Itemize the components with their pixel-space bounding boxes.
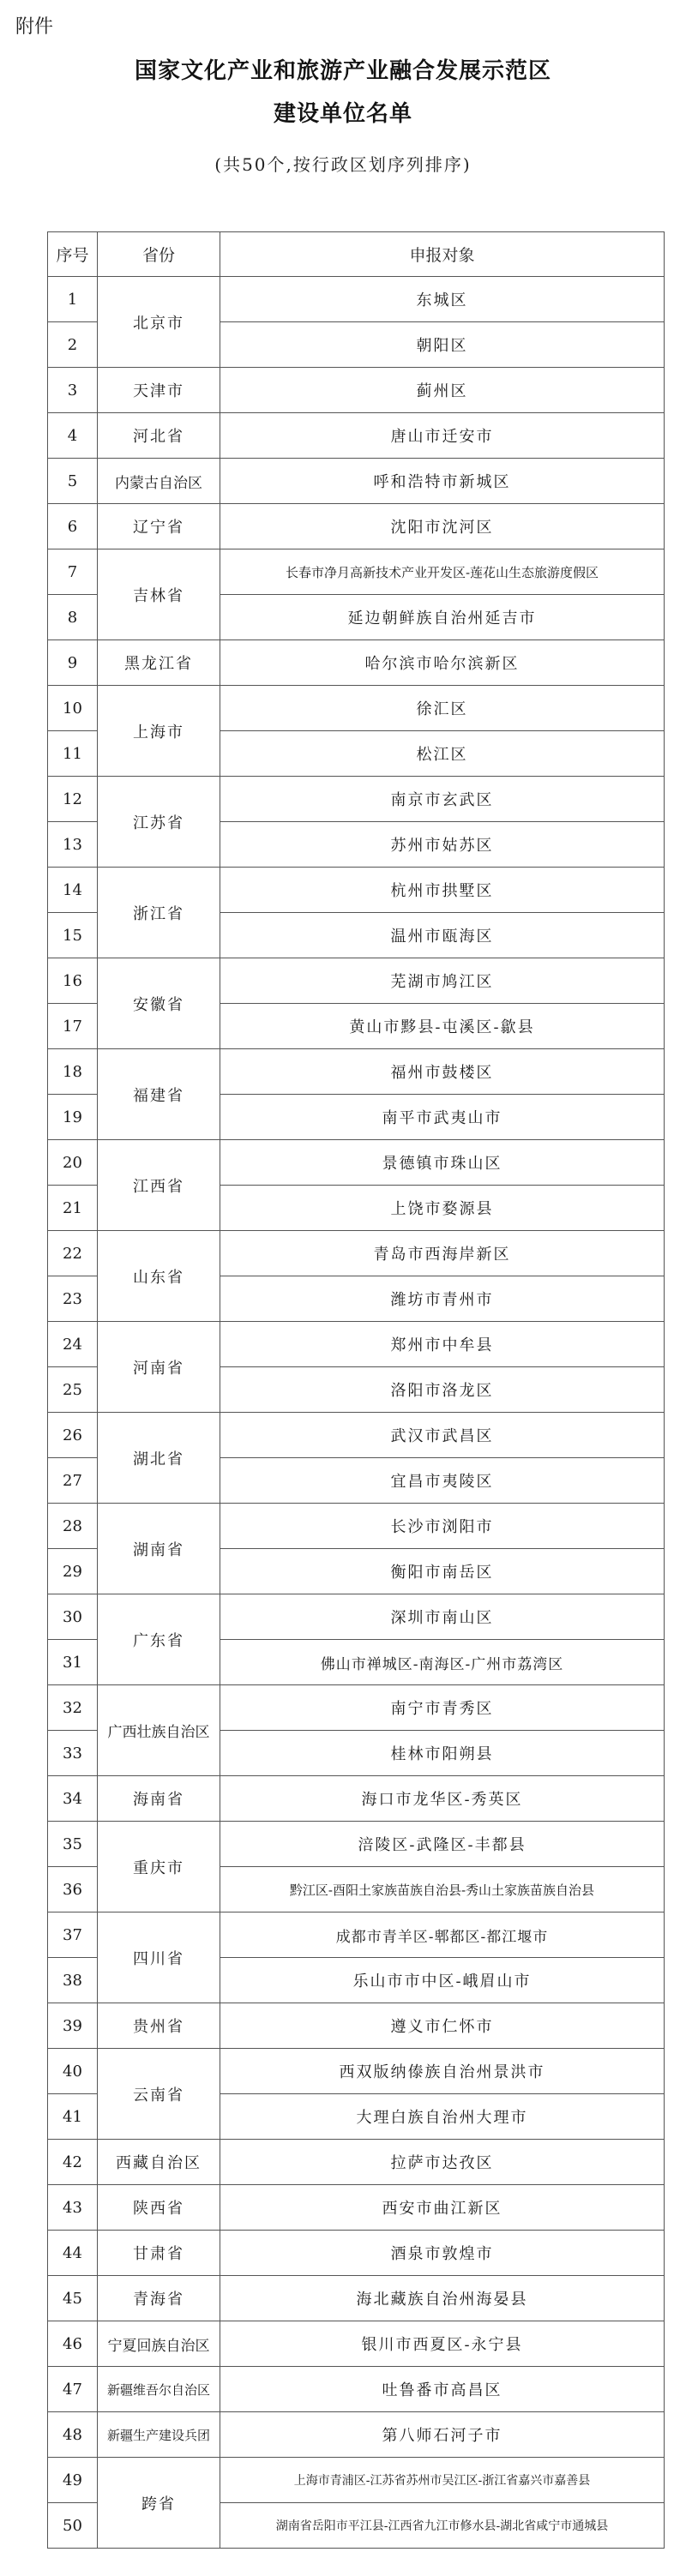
row-number: 10 (48, 686, 98, 731)
document-title-line2: 建设单位名单 (273, 101, 412, 127)
row-number: 15 (48, 913, 98, 958)
table-row (48, 1413, 665, 1458)
unit-cell: 海口市龙华区-秀英区 (220, 1776, 665, 1822)
province-cell: 宁夏回族自治区 (98, 2321, 220, 2367)
row-number: 44 (48, 2231, 98, 2276)
row-number: 25 (48, 1367, 98, 1413)
row-number: 13 (48, 822, 98, 868)
unit-list-table (47, 231, 665, 2549)
row-number: 14 (48, 868, 98, 913)
row-number: 34 (48, 1776, 98, 1822)
row-number: 32 (48, 1685, 98, 1731)
table-row (48, 413, 665, 459)
row-number: 35 (48, 1822, 98, 1867)
unit-cell: 深圳市南山区 (220, 1594, 665, 1640)
unit-cell: 松江区 (220, 731, 665, 777)
table-row (48, 2367, 665, 2412)
unit-cell: 乐山市市中区-峨眉山市 (220, 1958, 665, 2003)
province-cell: 新疆生产建设兵团 (98, 2412, 220, 2458)
row-number: 11 (48, 731, 98, 777)
row-number: 42 (48, 2140, 98, 2185)
row-number: 27 (48, 1458, 98, 1504)
row-number: 24 (48, 1322, 98, 1367)
row-number: 6 (48, 504, 98, 549)
table-row (48, 1504, 665, 1549)
unit-cell: 上饶市婺源县 (220, 1186, 665, 1231)
row-number: 38 (48, 1958, 98, 2003)
unit-cell: 上海市青浦区-江苏省苏州市吴江区-浙江省嘉兴市嘉善县 (220, 2458, 665, 2503)
table-row (48, 1594, 665, 1640)
province-cell: 青海省 (98, 2276, 220, 2321)
table-row (48, 2049, 665, 2094)
province-cell: 天津市 (98, 368, 220, 413)
table-row (48, 2412, 665, 2458)
column-header-province: 省份 (98, 232, 220, 277)
province-cell: 北京市 (98, 277, 220, 368)
table-header-row (48, 232, 665, 277)
unit-cell: 蓟州区 (220, 368, 665, 413)
row-number: 20 (48, 1140, 98, 1186)
unit-cell: 呼和浩特市新城区 (220, 459, 665, 504)
unit-cell: 景德镇市珠山区 (220, 1140, 665, 1186)
row-number: 2 (48, 322, 98, 368)
unit-cell: 长春市净月高新技术产业开发区-莲花山生态旅游度假区 (220, 549, 665, 595)
row-number: 17 (48, 1004, 98, 1049)
unit-cell: 黄山市黟县-屯溪区-歙县 (220, 1004, 665, 1049)
row-number: 33 (48, 1731, 98, 1776)
unit-cell: 桂林市阳朔县 (220, 1731, 665, 1776)
row-number: 3 (48, 368, 98, 413)
unit-cell: 朝阳区 (220, 322, 665, 368)
column-header-unit: 申报对象 (220, 232, 665, 277)
province-cell: 安徽省 (98, 958, 220, 1049)
row-number: 47 (48, 2367, 98, 2412)
province-cell: 河北省 (98, 413, 220, 459)
table-row (48, 2185, 665, 2231)
unit-cell: 海北藏族自治州海晏县 (220, 2276, 665, 2321)
row-number: 1 (48, 277, 98, 322)
row-number: 22 (48, 1231, 98, 1276)
unit-cell: 苏州市姑苏区 (220, 822, 665, 868)
table-row (48, 640, 665, 686)
unit-cell: 宜昌市夷陵区 (220, 1458, 665, 1504)
province-cell: 吉林省 (98, 549, 220, 640)
table-row (48, 2276, 665, 2321)
table-row (48, 1049, 665, 1095)
table-row (48, 2231, 665, 2276)
province-cell: 重庆市 (98, 1822, 220, 1912)
province-cell: 广东省 (98, 1594, 220, 1685)
province-cell: 福建省 (98, 1049, 220, 1140)
row-number: 43 (48, 2185, 98, 2231)
row-number: 9 (48, 640, 98, 686)
row-number: 30 (48, 1594, 98, 1640)
unit-cell: 温州市瓯海区 (220, 913, 665, 958)
table-row (48, 1685, 665, 1731)
row-number: 49 (48, 2458, 98, 2503)
unit-cell: 青岛市西海岸新区 (220, 1231, 665, 1276)
row-number: 19 (48, 1095, 98, 1140)
unit-cell: 南平市武夷山市 (220, 1095, 665, 1140)
row-number: 36 (48, 1867, 98, 1912)
table-row (48, 459, 665, 504)
province-cell: 西藏自治区 (98, 2140, 220, 2185)
row-number: 29 (48, 1549, 98, 1594)
unit-cell: 哈尔滨市哈尔滨新区 (220, 640, 665, 686)
row-number: 23 (48, 1276, 98, 1322)
unit-cell: 芜湖市鸠江区 (220, 958, 665, 1004)
province-cell: 海南省 (98, 1776, 220, 1822)
unit-cell: 拉萨市达孜区 (220, 2140, 665, 2185)
table-row (48, 958, 665, 1004)
table-row (48, 549, 665, 595)
unit-cell: 衡阳市南岳区 (220, 1549, 665, 1594)
row-number: 41 (48, 2094, 98, 2140)
province-cell: 四川省 (98, 1912, 220, 2003)
table-row (48, 504, 665, 549)
table-row (48, 2458, 665, 2503)
row-number: 12 (48, 777, 98, 822)
unit-cell: 东城区 (220, 277, 665, 322)
table-row (48, 1776, 665, 1822)
province-cell: 贵州省 (98, 2003, 220, 2049)
table-row (48, 1822, 665, 1867)
row-number: 46 (48, 2321, 98, 2367)
unit-cell: 杭州市拱墅区 (220, 868, 665, 913)
unit-cell: 黔江区-酉阳土家族苗族自治县-秀山土家族苗族自治县 (220, 1867, 665, 1912)
unit-cell: 武汉市武昌区 (220, 1413, 665, 1458)
table-row (48, 2003, 665, 2049)
table-row (48, 2321, 665, 2367)
unit-cell: 南宁市青秀区 (220, 1685, 665, 1731)
table-row (48, 1322, 665, 1367)
document-title: 国家文化产业和旅游产业融合发展示范区 (134, 58, 551, 84)
unit-cell: 唐山市迁安市 (220, 413, 665, 459)
table-row (48, 686, 665, 731)
row-number: 4 (48, 413, 98, 459)
row-number: 48 (48, 2412, 98, 2458)
province-cell: 黑龙江省 (98, 640, 220, 686)
row-number: 7 (48, 549, 98, 595)
unit-cell: 潍坊市青州市 (220, 1276, 665, 1322)
province-cell: 内蒙古自治区 (98, 459, 220, 504)
table-body (48, 277, 665, 2549)
province-cell: 河南省 (98, 1322, 220, 1413)
unit-cell: 湖南省岳阳市平江县-江西省九江市修水县-湖北省咸宁市通城县 (220, 2503, 665, 2549)
table-row (48, 868, 665, 913)
column-header-number: 序号 (48, 232, 98, 277)
row-number: 21 (48, 1186, 98, 1231)
unit-cell: 徐汇区 (220, 686, 665, 731)
unit-cell: 沈阳市沈河区 (220, 504, 665, 549)
row-number: 28 (48, 1504, 98, 1549)
province-cell: 云南省 (98, 2049, 220, 2140)
unit-cell: 郑州市中牟县 (220, 1322, 665, 1367)
row-number: 50 (48, 2503, 98, 2549)
province-cell: 广西壮族自治区 (98, 1685, 220, 1776)
province-cell: 江西省 (98, 1140, 220, 1231)
row-number: 31 (48, 1640, 98, 1685)
table-row (48, 277, 665, 322)
province-cell: 山东省 (98, 1231, 220, 1322)
unit-cell: 吐鲁番市高昌区 (220, 2367, 665, 2412)
unit-cell: 第八师石河子市 (220, 2412, 665, 2458)
unit-cell: 西安市曲江新区 (220, 2185, 665, 2231)
row-number: 26 (48, 1413, 98, 1458)
province-cell: 上海市 (98, 686, 220, 777)
table-row (48, 777, 665, 822)
unit-cell: 银川市西夏区-永宁县 (220, 2321, 665, 2367)
unit-cell: 佛山市禅城区-南海区-广州市荔湾区 (220, 1640, 665, 1685)
province-cell: 湖南省 (98, 1504, 220, 1594)
unit-cell: 遵义市仁怀市 (220, 2003, 665, 2049)
unit-cell: 洛阳市洛龙区 (220, 1367, 665, 1413)
row-number: 18 (48, 1049, 98, 1095)
unit-cell: 长沙市浏阳市 (220, 1504, 665, 1549)
unit-cell: 成都市青羊区-郫都区-都江堰市 (220, 1912, 665, 1958)
unit-cell: 西双版纳傣族自治州景洪市 (220, 2049, 665, 2094)
province-cell: 新疆维吾尔自治区 (98, 2367, 220, 2412)
row-number: 40 (48, 2049, 98, 2094)
province-cell: 陕西省 (98, 2185, 220, 2231)
row-number: 37 (48, 1912, 98, 1958)
row-number: 16 (48, 958, 98, 1004)
unit-cell: 涪陵区-武隆区-丰都县 (220, 1822, 665, 1867)
table-row (48, 368, 665, 413)
row-number: 45 (48, 2276, 98, 2321)
row-number: 5 (48, 459, 98, 504)
province-cell: 江苏省 (98, 777, 220, 868)
unit-cell: 大理白族自治州大理市 (220, 2094, 665, 2140)
province-cell: 跨省 (98, 2458, 220, 2549)
province-cell: 辽宁省 (98, 504, 220, 549)
table-row (48, 1912, 665, 1958)
attachment-label: 附件 (15, 16, 54, 38)
document-subtitle: (共50个,按行政区划序列排序) (214, 154, 472, 175)
unit-cell: 酒泉市敦煌市 (220, 2231, 665, 2276)
row-number: 39 (48, 2003, 98, 2049)
unit-cell: 南京市玄武区 (220, 777, 665, 822)
table-row (48, 1140, 665, 1186)
unit-cell: 延边朝鲜族自治州延吉市 (220, 595, 665, 640)
province-cell: 甘肃省 (98, 2231, 220, 2276)
row-number: 8 (48, 595, 98, 640)
province-cell: 湖北省 (98, 1413, 220, 1504)
province-cell: 浙江省 (98, 868, 220, 958)
table-row (48, 2140, 665, 2185)
table-row (48, 1231, 665, 1276)
unit-cell: 福州市鼓楼区 (220, 1049, 665, 1095)
